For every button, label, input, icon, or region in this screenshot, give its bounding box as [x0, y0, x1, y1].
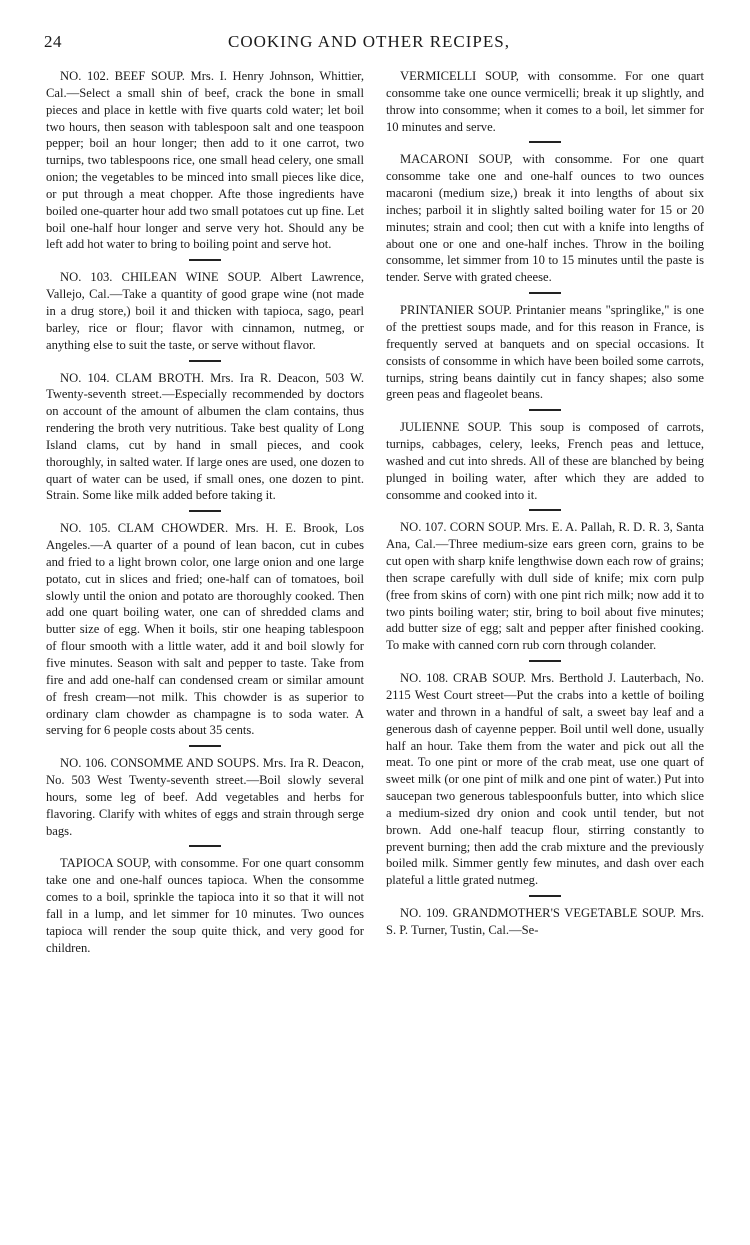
section-divider: [529, 660, 561, 662]
right-column: [386, 68, 704, 939]
recipe-clam-broth: NO. 104. CLAM BROTH. Mrs. Ira R. Deacon, 503 W. Twenty-seventh street.—Especially recommended by doctors on account of the amount of albumen the clam contains, thus rendering the broth very nutritious. Take best quality of Long Island clams, cut by hand in small pieces, and cook thoroughly, in salted water. If large ones are used, one dozen to quart of water can be used, if small ones, one dozen to pint. Strain. Some like milk added before taking it.: [46, 370, 364, 503]
section-divider: [189, 360, 221, 362]
running-head: COOKING AND OTHER RECIPES,: [228, 32, 510, 51]
recipe-chilean-wine-soup: NO. 103. CHILEAN WINE SOUP. Albert Lawrence, Vallejo, Cal.—Take a quantity of good grape wine (not made in a drug store,) boil it and thicken with tapioca, sago, pearl barley, rice or flour; flavor with cinnamon, nutmeg, or anything else to suit the taste, or serve without flavor.: [46, 270, 364, 352]
section-divider: [189, 510, 221, 512]
section-divider: [529, 292, 561, 294]
recipe-crab-soup: NO. 108. CRAB SOUP. Mrs. Berthold J. Lauterbach, No. 2115 West Court street—Put the crabs into a kettle of boiling water and thrown in a handful of salt, a sweet bay leaf and a generous dash of cayenne pepper. Boil until well done, usually half an hour. Take them from the water and pick out all the meat. To one pint or more of the crab meat, use one quart of sweet milk (or one pint of milk and one pint of water.) Put into saucepan two generous tablespoonfuls butter, into which slice a medium-sized dry onion and cook until tender, but not brown. Add one-half teacup flour, stirring constantly to prevent burning; then add the crab mixture and the previously boiled milk. Simmer gently few minutes, and dash over each plateful a little grated nutmeg.: [386, 671, 704, 888]
recipe-beef-soup: NO. 102. BEEF SOUP. Mrs. I. Henry Johnson, Whittier, Cal.—Select a small shin of beef, crack the bone in small pieces and place in kettle with five quarts cold water; let boil two hours, then season with tablespoon salt and one teaspoon pepper; boil an hour longer; then add to it one carrot, two turnips, two tablespoons rice, one small head celery, one small onion; the vegetables to be minced into small pieces like dice, or put through a meat chopper. Afte those ingredients have boiled one-quarter hour add two small potatoes cut up fine. Let boil one-half hour longer and serve very hot. Should any be left add hot water to bring to boiling point and serve hot.: [46, 69, 364, 252]
recipe-julienne-soup: JULIENNE SOUP. This soup is composed of carrots, turnips, cabbages, celery, leeks, French peas and lettuce, washed and cut into shreds. All of these are blanched by being plunged in boiling water, after which they are added to consomme and cooked into it.: [386, 420, 704, 502]
section-divider: [189, 845, 221, 847]
section-divider: [189, 745, 221, 747]
left-column: [46, 68, 364, 957]
recipe-tapioca-soup: TAPIOCA SOUP, with consomme. For one quart consomm take one and one-half ounces tapioca. When the consomme comes to a boil, sprinkle the tapioca into it so that it will not fall in a lump, and let simmer for 10 minutes. Two ounces tapioca will render the soup quite thick, and very good for children.: [46, 856, 364, 955]
recipe-corn-soup: NO. 107. CORN SOUP. Mrs. E. A. Pallah, R. D. R. 3, Santa Ana, Cal.—Three medium-size ears green corn, grains to be cut open with sharp knife lengthwise down each row of grains; then scrape carefully with dull side of knife; mix corn pulp (free from skins of corn) with one pint rich milk; now add it to two pints boiling water; stir, bring to boil about five minutes; add butter size of egg; salt and pepper after finished cooking. To make with canned corn rub corn through colander.: [386, 520, 704, 653]
section-divider: [529, 409, 561, 411]
section-divider: [529, 509, 561, 511]
section-divider: [529, 141, 561, 143]
recipe-consomme-and-soups: NO. 106. CONSOMME AND SOUPS. Mrs. Ira R. Deacon, No. 503 West Twenty-seventh street.—Boil slowly several hours, some leg of beef. Add vegetables and herbs for flavoring. Clarify with whites of eggs and strain through serge bags.: [46, 756, 364, 838]
page-number: 24: [44, 32, 62, 51]
recipe-grandmothers-vegetable-soup: NO. 109. GRANDMOTHER'S VEGETABLE SOUP. Mrs. S. P. Turner, Tustin, Cal.—Se-: [386, 906, 704, 937]
recipe-vermicelli-soup: VERMICELLI SOUP, with consomme. For one quart consomme take one ounce vermicelli; break it up slightly, and throw into consomme; when it comes to a boil, let simmer for 10 minutes and serve.: [386, 69, 704, 134]
recipe-printanier-soup: PRINTANIER SOUP. Printanier means "springlike," is one of the prettiest soups made, and for this reason in France, is frequently served at banquets and on special occasions. It consists of consomme in which have been boiled some carrots, turnips, string beans daintily cut in fancy shapes; also some green peas and flageolet beans.: [386, 303, 704, 402]
section-divider: [529, 895, 561, 897]
recipe-clam-chowder: NO. 105. CLAM CHOWDER. Mrs. H. E. Brook, Los Angeles.—A quarter of a pound of lean bacon, cut in cubes and fried to a light brown color, one large onion and one large potato, cut in slices and fried; one-half can of tomatoes, boil slowly until the onion and potato are thoroughly cooked. Then add one quart boiling water, one can of shredded clams and butter size of egg. When it boils, stir one heaping tablespoon of flour smooth with a little water, add it and boil slowly for five minutes. Season with salt and pepper to taste. Take from fire and add one-half can condensed cream or similar amount of fresh cream—not milk. This chowder is as superior to ordinary clam chowder as champagne is to soda water. A serving for 6 people costs about 35 cents.: [46, 521, 364, 738]
section-divider: [189, 259, 221, 261]
recipe-macaroni-soup: MACARONI SOUP, with consomme. For one quart consomme take one and one-half ounces to two ounces macaroni (medium size,) break it into lengths of about six inches; parboil it in slightly salted boiling water for 15 or 20 minutes; strain and cool; then cut with a knife into lengths of about one or one and one-half inches. Throw in the boiling consomme, let simmer from 10 to 15 minutes until the paste is tender. Serve with grated cheese.: [386, 152, 704, 285]
